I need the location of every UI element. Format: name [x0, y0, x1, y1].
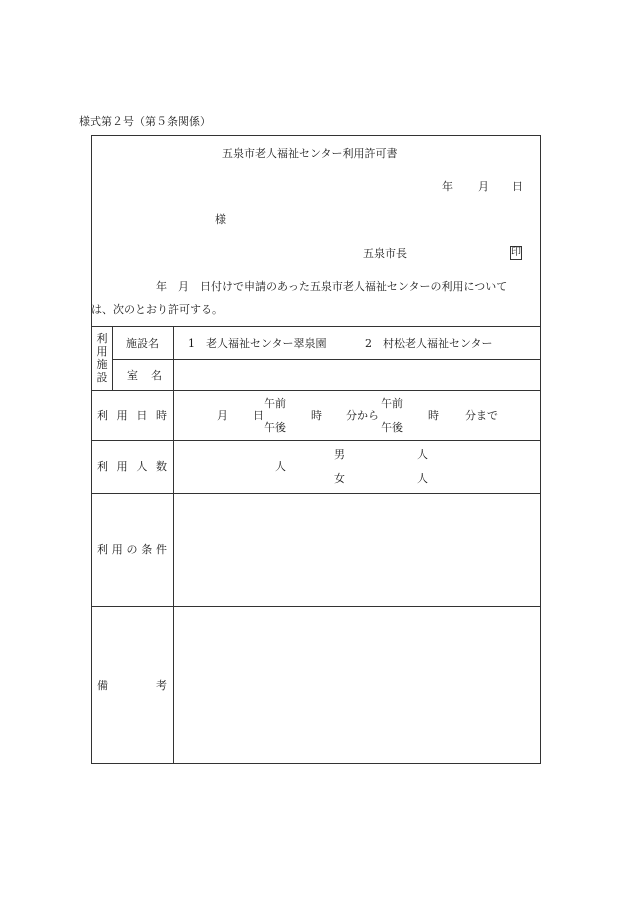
remarks-label-char-2: 考 — [156, 679, 167, 692]
people-female-unit: 人 — [417, 472, 428, 485]
datetime-month: 月 — [217, 409, 228, 422]
divider-people-top — [91, 440, 541, 441]
datetime-am-2: 午前 — [381, 397, 403, 410]
datetime-label — [97, 410, 167, 421]
conditions-label — [97, 544, 167, 555]
people-label-char-1: 利 — [97, 460, 108, 473]
divider-conditions-top — [91, 493, 541, 494]
divider-facility-group — [112, 326, 113, 390]
divider-label-column — [173, 326, 174, 764]
date-day: 日 — [512, 180, 523, 193]
datetime-min-to: 分まで — [465, 409, 498, 422]
permit-form-frame — [91, 135, 541, 764]
issuer-name: 五泉市長 — [363, 247, 407, 260]
datetime-label-char-1: 利 — [97, 409, 108, 422]
datetime-am-1: 午前 — [264, 397, 286, 410]
facility-group-char-2: 用 — [96, 345, 108, 358]
datetime-label-char-2: 用 — [116, 409, 128, 422]
datetime-min-from: 分から — [346, 409, 379, 422]
conditions-label-char-3: の — [126, 543, 138, 556]
divider-facility-top — [91, 326, 541, 327]
facility-option-2: 2 村松老人福祉センター — [365, 337, 493, 350]
datetime-pm-1: 午後 — [264, 421, 286, 434]
remarks-label-char-1: 備 — [97, 679, 108, 692]
people-total-unit: 人 — [275, 460, 286, 473]
people-label — [97, 461, 167, 472]
datetime-hour-to: 時 — [428, 409, 439, 422]
remarks-label — [97, 680, 167, 691]
body-text-1-end: て — [496, 280, 508, 293]
room-label — [127, 370, 162, 381]
divider-datetime-top — [91, 390, 541, 391]
date-month: 月 — [478, 180, 489, 193]
body-line-2: は、次のとおり許可する。 — [91, 303, 223, 316]
facility-name-label: 施設名 — [126, 337, 159, 350]
datetime-label-char-3: 日 — [136, 409, 148, 422]
datetime-day: 日 — [253, 409, 264, 422]
conditions-label-char-2: 用 — [111, 543, 123, 556]
conditions-label-char-1: 利 — [97, 543, 108, 556]
recipient-suffix: 様 — [215, 213, 226, 226]
body-line-1 — [156, 281, 507, 292]
divider-facility-mid — [112, 359, 541, 360]
datetime-pm-2: 午後 — [381, 421, 403, 434]
datetime-label-char-4: 時 — [155, 409, 167, 422]
facility-group-char-4: 設 — [96, 371, 108, 384]
facility-option-1: 1 老人福祉センター翠泉園 — [188, 337, 327, 350]
conditions-label-char-5: 件 — [156, 543, 167, 556]
room-label-char-1: 室 — [127, 369, 138, 382]
facility-group-char-1: 利 — [96, 332, 108, 345]
room-label-char-2: 名 — [151, 369, 162, 382]
divider-remarks-top — [91, 606, 541, 607]
facility-group-char-3: 施 — [96, 358, 108, 371]
form-number: 様式第２号（第５条関係） — [79, 115, 211, 128]
page-title: 五泉市老人福祉センター利用許可書 — [222, 147, 398, 160]
people-label-char-3: 人 — [136, 460, 148, 473]
datetime-hour-from: 時 — [311, 409, 322, 422]
people-female-label: 女 — [334, 472, 345, 485]
seal-stamp: 印 — [511, 247, 521, 258]
conditions-label-char-4: 条 — [141, 543, 153, 556]
people-male-label: 男 — [334, 448, 345, 461]
people-label-char-4: 数 — [155, 460, 167, 473]
body-text-1: 年 月 日付けで申請のあった五泉市老人福祉センターの利用につい — [156, 280, 497, 293]
date-year: 年 — [442, 180, 453, 193]
people-male-unit: 人 — [417, 448, 428, 461]
people-label-char-2: 用 — [116, 460, 128, 473]
